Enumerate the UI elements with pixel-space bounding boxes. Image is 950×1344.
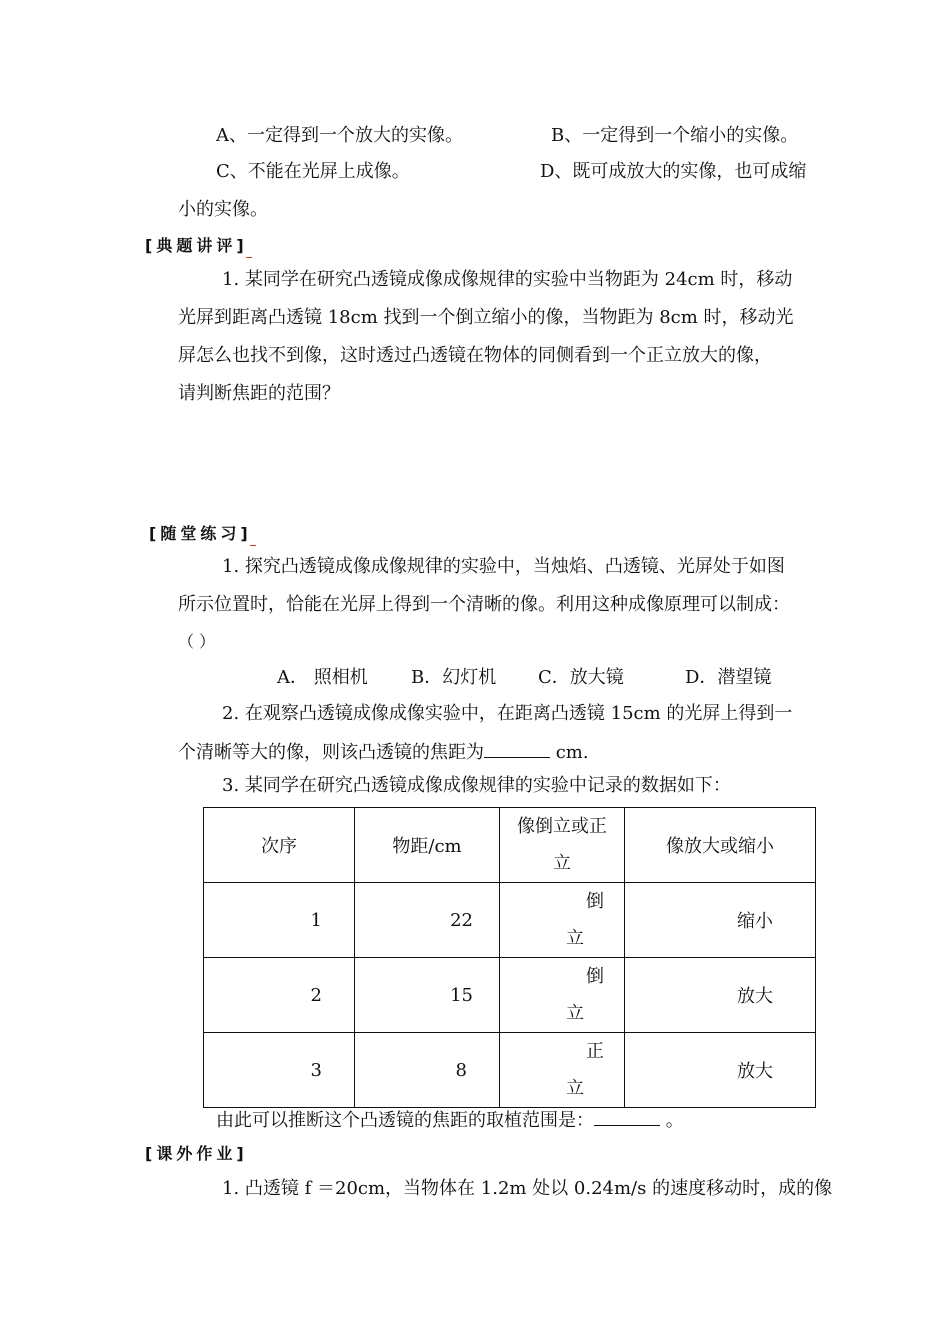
table-cell-orientation: 倒 立: [500, 958, 625, 1033]
option-a: A、一定得到一个放大的实像。: [216, 125, 463, 146]
practice-q2-line-1: 2. 在观察凸透镜成像成像实验中，在距离凸透镜 15cm 的光屏上得到一: [222, 703, 793, 724]
table-cell-order: 3: [204, 1033, 355, 1108]
table-row: [204, 958, 816, 1033]
table-header-size: 像放大或缩小: [625, 808, 816, 883]
table-header-distance: 物距/cm: [355, 808, 500, 883]
table-cell-orientation: 倒 立: [500, 883, 625, 958]
practice-q1-option-c: C．放大镜: [538, 667, 624, 688]
example-q1-line-3: 屏怎么也找不到像，这时透过凸透镜在物体的同侧看到一个正立放大的像，: [178, 345, 772, 366]
answer-blank[interactable]: [484, 739, 550, 758]
example-q1-line-2: 光屏到距离凸透镜 18cm 找到一个倒立缩小的像，当物距为 8cm 时，移动光: [178, 307, 794, 328]
data-table: [203, 807, 816, 1108]
practice-q1-option-b: B．幻灯机: [411, 667, 497, 688]
option-b: B、一定得到一个缩小的实像。: [551, 125, 799, 146]
practice-q3-conclusion: 由此可以推断这个凸透镜的焦距的取植范围是： 。: [216, 1107, 684, 1133]
table-cell-order: 2: [204, 958, 355, 1033]
table-header-order: 次序: [204, 808, 355, 883]
table-header-row: [204, 808, 816, 883]
table-cell-size: 放大: [625, 1033, 816, 1108]
practice-q1-line-2: 所示位置时，恰能在光屏上得到一个清晰的像。利用这种成像原理可以制成：: [178, 594, 790, 615]
table-cell-distance: 22: [355, 883, 500, 958]
answer-blank[interactable]: [594, 1107, 660, 1126]
section-heading-practice: [随堂练习]: [149, 522, 256, 546]
table-cell-order: 1: [204, 883, 355, 958]
homework-q1-line: 1. 凸透镜 f ＝20cm，当物体在 1.2m 处以 0.24m/s 的速度移动时，成的像: [222, 1178, 833, 1199]
table-cell-size: 放大: [625, 958, 816, 1033]
practice-q1-answer-bracket: （ ）: [178, 632, 216, 651]
example-q1-line-4: 请判断焦距的范围？: [178, 383, 340, 404]
option-d: D、既可成放大的实像，也可成缩: [540, 161, 807, 182]
practice-q1-option-d: D．潜望镜: [685, 667, 772, 688]
table-header-orientation: 像倒立或正 立: [500, 808, 625, 883]
practice-q2-line-2: 个清晰等大的像，则该凸透镜的焦距为 cm.: [178, 739, 589, 765]
option-c: C、不能在光屏上成像。: [216, 161, 410, 182]
table-row: [204, 883, 816, 958]
table-cell-orientation: 正 立: [500, 1033, 625, 1108]
section-heading-example: [典题讲评]: [145, 234, 252, 258]
table-cell-distance: 15: [355, 958, 500, 1033]
practice-q3-line: 3. 某同学在研究凸透镜成像成像规律的实验中记录的数据如下：: [222, 775, 731, 796]
section-heading-homework: [课外作业]: [145, 1144, 248, 1163]
table-row: [204, 1033, 816, 1108]
table-cell-distance: 8: [355, 1033, 500, 1108]
option-d-continued: 小的实像。: [178, 199, 268, 220]
table-cell-size: 缩小: [625, 883, 816, 958]
practice-q1-option-a: A． 照相机: [277, 667, 368, 688]
example-q1-line-1: 1. 某同学在研究凸透镜成像成像规律的实验中当物距为 24cm 时，移动: [222, 269, 793, 290]
practice-q1-line-1: 1. 探究凸透镜成像成像规律的实验中，当烛焰、凸透镜、光屏处于如图: [222, 556, 785, 577]
